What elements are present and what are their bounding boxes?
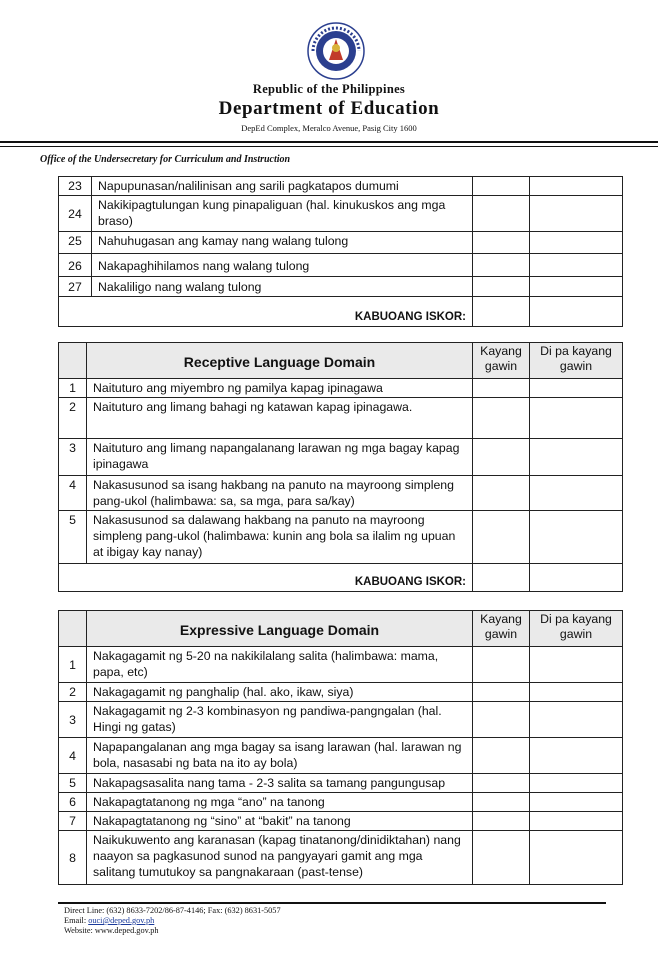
col-di-pa-kayang-gawin: Di pa kayang gawin bbox=[530, 611, 623, 647]
deped-seal bbox=[307, 22, 365, 80]
kayang-cell[interactable] bbox=[473, 196, 530, 232]
row-text: Nakagagamit ng panghalip (hal. ako, ikaw, siya) bbox=[87, 683, 473, 702]
row-number: 4 bbox=[59, 476, 87, 511]
kayang-cell[interactable] bbox=[473, 831, 530, 885]
header-address: DepEd Complex, Meralco Avenue, Pasig City 1600 bbox=[241, 123, 417, 133]
footer-email-line bbox=[64, 916, 281, 926]
header-department: Department of Education bbox=[218, 98, 440, 119]
row-text: Nakapagtatanong ng “sino” at “bakit” na tanong bbox=[87, 812, 473, 831]
row-number: 5 bbox=[59, 511, 87, 564]
row-text: Nakasusunod sa dalawang hakbang na panuto na mayroong simpleng pang-ukol (halimbawa: kunin ang bola sa ilalim ng upuan at ibigay kay nanay) bbox=[87, 511, 473, 564]
row-number: 7 bbox=[59, 812, 87, 831]
kayang-cell[interactable] bbox=[473, 702, 530, 738]
row-text: Naituturo ang limang bahagi ng katawan kapag ipinagawa. bbox=[87, 398, 473, 439]
table-row bbox=[59, 812, 623, 831]
row-text: Nahuhugasan ang kamay nang walang tulong bbox=[92, 232, 473, 254]
kayang-cell[interactable] bbox=[473, 439, 530, 476]
di-pa-cell[interactable] bbox=[530, 379, 623, 398]
footer-website: Website: www.deped.gov.ph bbox=[64, 926, 159, 935]
table-row bbox=[59, 196, 623, 232]
row-number: 3 bbox=[59, 702, 87, 738]
table-row bbox=[59, 647, 623, 683]
kayang-cell[interactable] bbox=[473, 774, 530, 793]
di-pa-cell[interactable] bbox=[530, 511, 623, 564]
total-kayang-cell[interactable] bbox=[473, 297, 530, 327]
row-text: Naikukuwento ang karanasan (kapag tinatanong/dinidiktahan) nang naayon sa pagkasunod sunod na pangyayari gamit ang mga salitang tumutukoy sa pangnakaraan (past-tense) bbox=[87, 831, 473, 885]
kayang-cell[interactable] bbox=[473, 511, 530, 564]
di-pa-cell[interactable] bbox=[530, 196, 623, 232]
kayang-cell[interactable] bbox=[473, 232, 530, 254]
row-text: Nakapagsasalita nang tama - 2-3 salita sa tamang pangungusap bbox=[87, 774, 473, 793]
total-label: KABUOANG ISKOR: bbox=[59, 297, 473, 327]
kayang-cell[interactable] bbox=[473, 277, 530, 297]
di-pa-cell[interactable] bbox=[530, 702, 623, 738]
di-pa-cell[interactable] bbox=[530, 738, 623, 774]
row-text: Nakaliligo nang walang tulong bbox=[92, 277, 473, 297]
row-text: Naituturo ang miyembro ng pamilya kapag ipinagawa bbox=[87, 379, 473, 398]
di-pa-cell[interactable] bbox=[530, 683, 623, 702]
di-pa-cell[interactable] bbox=[530, 831, 623, 885]
total-kayang-cell[interactable] bbox=[473, 564, 530, 592]
header-blank bbox=[59, 343, 87, 379]
table-row bbox=[59, 232, 623, 254]
table-row bbox=[59, 177, 623, 196]
receptive-language-table bbox=[58, 342, 623, 592]
header-blank bbox=[59, 611, 87, 647]
di-pa-cell[interactable] bbox=[530, 277, 623, 297]
table-header-row bbox=[59, 343, 623, 379]
footer-rule bbox=[58, 902, 606, 904]
self-help-table bbox=[58, 176, 623, 327]
total-di-pa-cell[interactable] bbox=[530, 297, 623, 327]
table-row bbox=[59, 277, 623, 297]
domain-title: Expressive Language Domain bbox=[87, 611, 473, 647]
table-row bbox=[59, 831, 623, 885]
row-number: 2 bbox=[59, 398, 87, 439]
row-number: 3 bbox=[59, 439, 87, 476]
row-text: Napapangalanan ang mga bagay sa isang larawan (hal. larawan ng bola, nasasabi ng bata na ito ay bola) bbox=[87, 738, 473, 774]
di-pa-cell[interactable] bbox=[530, 812, 623, 831]
footer bbox=[64, 906, 281, 936]
row-text: Nakagagamit ng 5-20 na nakikilalang salita (halimbawa: mama, papa, etc) bbox=[87, 647, 473, 683]
table-row bbox=[59, 738, 623, 774]
di-pa-cell[interactable] bbox=[530, 398, 623, 439]
row-text: Nakapaghihilamos nang walang tulong bbox=[92, 254, 473, 277]
row-text: Nakapagtatanong ng mga “ano” na tanong bbox=[87, 793, 473, 812]
col-di-pa-kayang-gawin: Di pa kayang gawin bbox=[530, 343, 623, 379]
di-pa-cell[interactable] bbox=[530, 177, 623, 196]
expressive-language-table bbox=[58, 610, 623, 885]
di-pa-cell[interactable] bbox=[530, 254, 623, 277]
di-pa-cell[interactable] bbox=[530, 793, 623, 812]
total-row bbox=[59, 564, 623, 592]
kayang-cell[interactable] bbox=[473, 738, 530, 774]
di-pa-cell[interactable] bbox=[530, 439, 623, 476]
table-row bbox=[59, 476, 623, 511]
kayang-cell[interactable] bbox=[473, 476, 530, 511]
kayang-cell[interactable] bbox=[473, 793, 530, 812]
kayang-cell[interactable] bbox=[473, 254, 530, 277]
row-number: 2 bbox=[59, 683, 87, 702]
col-kayang-gawin: Kayang gawin bbox=[473, 611, 530, 647]
table-header-row bbox=[59, 611, 623, 647]
table-row bbox=[59, 398, 623, 439]
di-pa-cell[interactable] bbox=[530, 774, 623, 793]
office-name: Office of the Undersecretary for Curriculum and Instruction bbox=[40, 154, 291, 165]
header-republic: Republic of the Philippines bbox=[252, 82, 406, 96]
row-number: 1 bbox=[59, 379, 87, 398]
row-number: 24 bbox=[59, 196, 92, 232]
col-kayang-gawin: Kayang gawin bbox=[473, 343, 530, 379]
table-row bbox=[59, 439, 623, 476]
row-text: Nakikipagtulungan kung pinapaliguan (hal. kinukuskos ang mga braso) bbox=[92, 196, 473, 232]
table-row bbox=[59, 774, 623, 793]
kayang-cell[interactable] bbox=[473, 177, 530, 196]
row-number: 23 bbox=[59, 177, 92, 196]
footer-email-link[interactable]: ouci@deped.gov.ph bbox=[88, 916, 155, 925]
header-rule bbox=[0, 141, 658, 143]
row-number: 26 bbox=[59, 254, 92, 277]
table-row bbox=[59, 511, 623, 564]
row-number: 27 bbox=[59, 277, 92, 297]
row-text: Napupunasan/nalilinisan ang sarili pagkatapos dumumi bbox=[92, 177, 473, 196]
di-pa-cell[interactable] bbox=[530, 476, 623, 511]
table-row bbox=[59, 793, 623, 812]
row-number: 5 bbox=[59, 774, 87, 793]
row-number: 25 bbox=[59, 232, 92, 254]
table-row bbox=[59, 683, 623, 702]
row-number: 6 bbox=[59, 793, 87, 812]
row-number: 1 bbox=[59, 647, 87, 683]
di-pa-cell[interactable] bbox=[530, 232, 623, 254]
row-text: Nakagagamit ng 2-3 kombinasyon ng pandiwa-pangngalan (hal. Hingi ng gatas) bbox=[87, 702, 473, 738]
table-row bbox=[59, 702, 623, 738]
footer-email-label: Email: bbox=[64, 916, 87, 925]
row-text: Nakasusunod sa isang hakbang na panuto na mayroong simpleng pang-ukol (halimbawa: sa, sa mga, para sa/kay) bbox=[87, 476, 473, 511]
kayang-cell[interactable] bbox=[473, 683, 530, 702]
footer-phone: Direct Line: (632) 8633-7202/86-87-4146; Fax: (632) 8631-5057 bbox=[64, 906, 281, 915]
total-di-pa-cell[interactable] bbox=[530, 564, 623, 592]
total-row bbox=[59, 297, 623, 327]
di-pa-cell[interactable] bbox=[530, 647, 623, 683]
domain-title: Receptive Language Domain bbox=[87, 343, 473, 379]
kayang-cell[interactable] bbox=[473, 398, 530, 439]
kayang-cell[interactable] bbox=[473, 379, 530, 398]
total-label: KABUOANG ISKOR: bbox=[59, 564, 473, 592]
header-rule-thin bbox=[0, 146, 658, 147]
table-row bbox=[59, 379, 623, 398]
table-row bbox=[59, 254, 623, 277]
row-text: Naituturo ang limang napangalanang larawan ng mga bagay kapag ipinagawa bbox=[87, 439, 473, 476]
kayang-cell[interactable] bbox=[473, 647, 530, 683]
row-number: 4 bbox=[59, 738, 87, 774]
row-number: 8 bbox=[59, 831, 87, 885]
kayang-cell[interactable] bbox=[473, 812, 530, 831]
